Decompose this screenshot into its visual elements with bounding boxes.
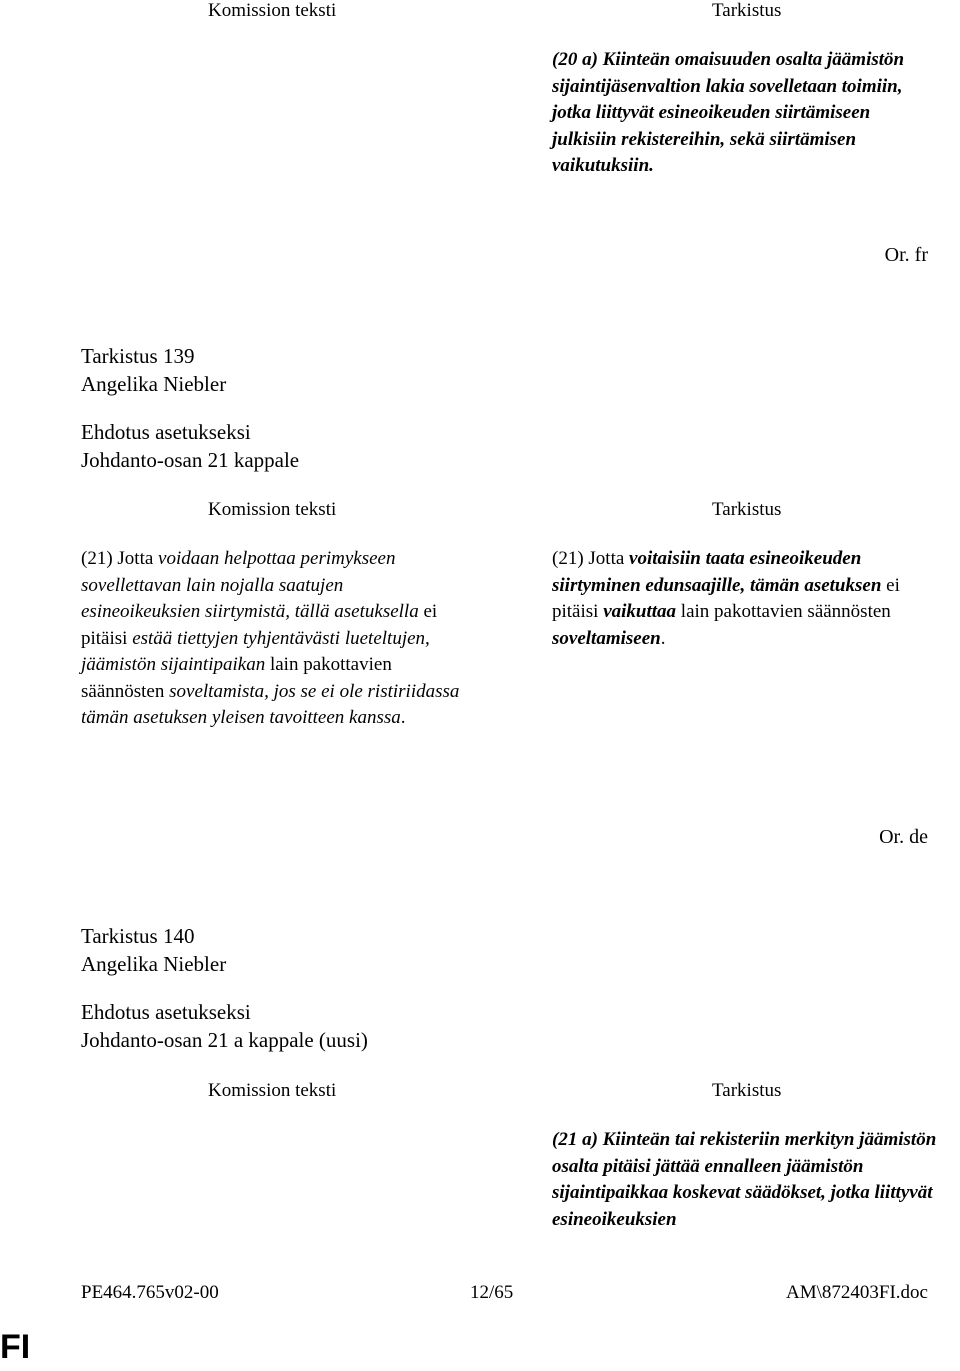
page-number: 12/65 — [470, 1282, 514, 1303]
amendment-author: Angelika Niebler — [81, 372, 227, 396]
column-heading-amendment: Tarkistus — [712, 499, 782, 520]
amendment-text-21 — [552, 546, 942, 652]
column-heading-commission-text: Komission teksti — [208, 0, 337, 21]
text-run: lain pakottavien säännösten — [676, 601, 891, 622]
commission-text-paragraph — [81, 546, 461, 732]
amendment-text-20a: (20 a) Kiinteän omaisuuden osalta jäämistön sijaintijäsenvaltion lakia sovelletaan toimiin, jotka liittyvät esineoikeuden siirtämiseen julkisiin rekistereihin, sekä siirtämisen vaikutuksiin. — [552, 49, 905, 176]
amendment-number: Tarkistus 140 — [81, 924, 195, 948]
amendment-header — [81, 342, 299, 474]
commission-text-21 — [81, 546, 461, 732]
text-run: soveltamiseen — [552, 627, 661, 649]
text-run: estää tiettyjen tyhjentävästi lueteltujen, jäämistön sijaintipaikan — [81, 627, 430, 675]
proposal-title: Ehdotus asetukseksi — [81, 1000, 251, 1024]
text-run: lain pakottavien säännösten — [81, 654, 392, 702]
language-code: FI — [0, 1328, 31, 1366]
text-run: vaikuttaa — [603, 601, 677, 622]
text-run: ei pitäisi — [552, 574, 900, 622]
text-run: soveltamista, jos se ei ole ristiriidassa tämän asetuksen yleisen tavoitteen kanssa — [81, 680, 460, 728]
text-run: ei pitäisi — [81, 601, 438, 649]
proposal-title: Ehdotus asetukseksi — [81, 420, 251, 444]
text-run: voitaisiin taata esineoikeuden siirtyminen edunsaajille, tämän asetuksen — [552, 548, 882, 596]
text-run: voidaan helpottaa perimykseen sovellettavan lain nojalla saatujen esineoikeuksien siirtymistä, tällä asetuksella — [81, 548, 419, 622]
amendment-text-21a: (21 a) Kiinteän tai rekisteriin merkityn jäämistön osalta pitäisi jättää ennalleen jäämistön sijaintipaikkaa koskevat säädökset, jotka liittyvät esineoikeuksien — [552, 1129, 937, 1230]
column-heading-amendment: Tarkistus — [712, 0, 782, 21]
amendment-number: Tarkistus 139 — [81, 344, 195, 368]
column-heading-commission-text: Komission teksti — [208, 499, 337, 520]
document-reference: PE464.765v02-00 — [81, 1282, 219, 1303]
original-language-note: Or. de — [879, 826, 928, 848]
amendment-author: Angelika Niebler — [81, 952, 227, 976]
text-run: . — [660, 627, 666, 649]
text-run: (21) Jotta — [552, 548, 630, 569]
column-heading-amendment: Tarkistus — [712, 1080, 782, 1101]
amendment-text-paragraph — [552, 546, 942, 652]
original-language-note: Or. fr — [884, 244, 928, 266]
column-heading-commission-text: Komission teksti — [208, 1080, 337, 1101]
proposal-reference: Johdanto-osan 21 a kappale (uusi) — [81, 1028, 368, 1052]
proposal-reference: Johdanto-osan 21 kappale — [81, 448, 300, 472]
text-run: (21) Jotta — [81, 548, 159, 569]
amendment-header — [81, 922, 368, 1054]
file-name: AM\872403FI.doc — [786, 1282, 928, 1303]
text-run: . — [400, 707, 406, 728]
